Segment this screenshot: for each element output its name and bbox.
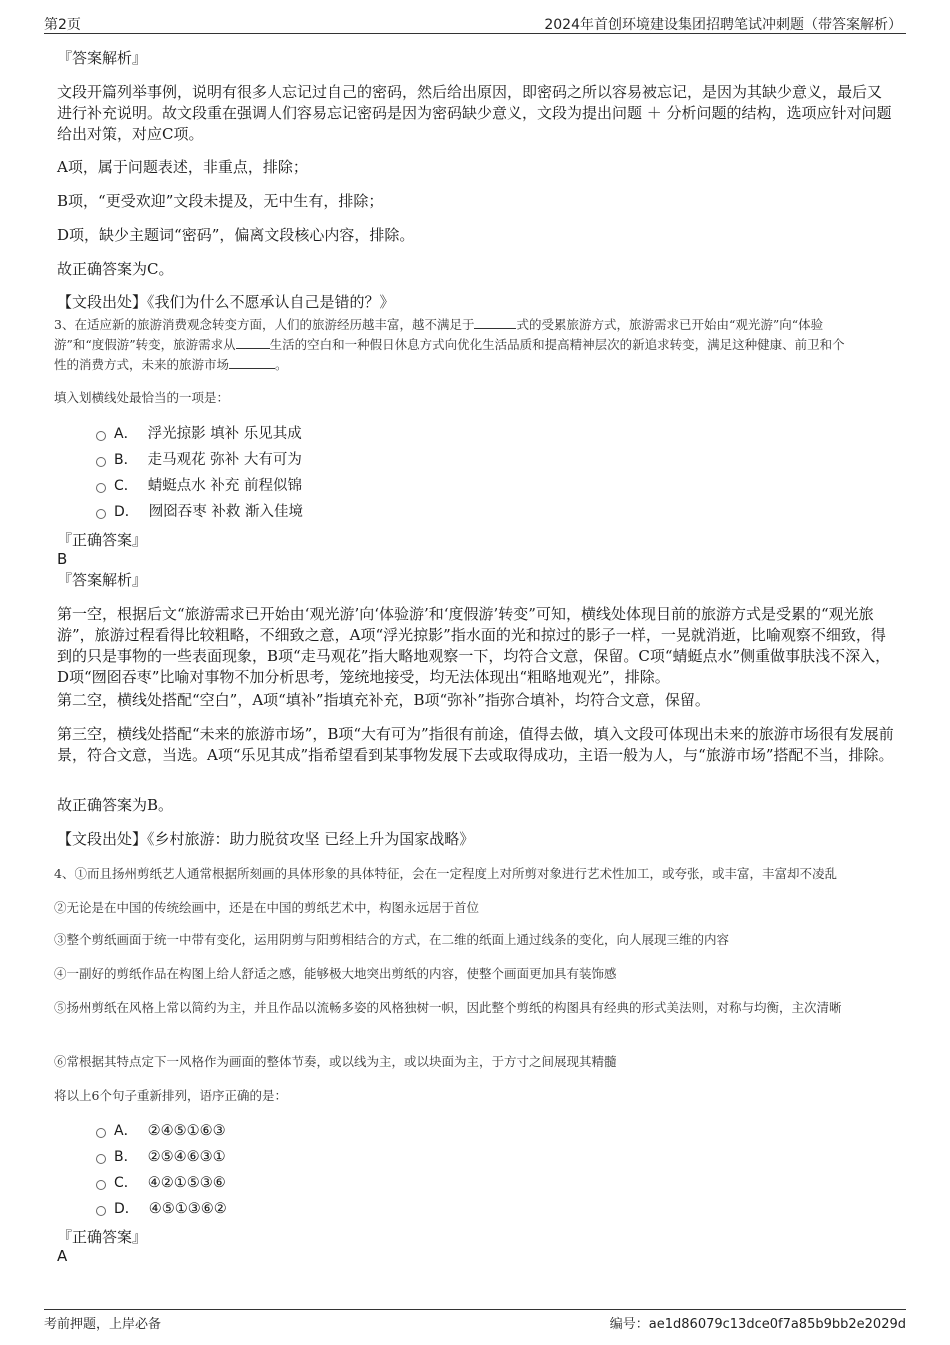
- page-header: [0, 0, 950, 34]
- q3-prompt: 填入划横线处最恰当的一项是：: [54, 390, 230, 405]
- radio-icon[interactable]: [96, 483, 106, 493]
- q3-analysis-paragraph-2: 第二空，横线处搭配“空白”，A项“填补”指填充补充，B项“弥补”指弥合填补，均符合文意，保留。: [57, 691, 710, 709]
- q4-sentence-1: 4、①而且扬州剪纸艺人通常根据所刻画的具体形象的具体特征，会在一定程度上对所剪对象进行艺术性加工，或夸张，或丰富，丰富却不凌乱: [54, 866, 837, 881]
- header-divider: [44, 33, 906, 34]
- blank: [236, 336, 270, 349]
- q3-option-c[interactable]: C． 蜻蜓点水 补充 前程似锦: [96, 476, 302, 496]
- q4-sentence-3: ③整个剪纸画面于统一中带有变化，运用阴剪与阳剪相结合的方式，在二维的纸面上通过线条的变化，向人展现三维的内容: [54, 932, 730, 947]
- q2-analysis-label: 『答案解析』: [57, 49, 148, 67]
- q4-prompt: 将以上6个句子重新排列，语序正确的是：: [54, 1088, 287, 1103]
- q3-correct-answer: B: [57, 550, 68, 568]
- radio-icon[interactable]: [96, 1206, 106, 1216]
- radio-icon[interactable]: [96, 1128, 106, 1138]
- q4-option-c[interactable]: C． ④②①⑤③⑥: [96, 1173, 226, 1193]
- q4-option-a[interactable]: A． ②④⑤①⑥③: [96, 1121, 226, 1141]
- q4-correct-label: 『正确答案』: [57, 1228, 148, 1246]
- q3-analysis-label: 『答案解析』: [57, 571, 148, 589]
- radio-icon[interactable]: [96, 1154, 106, 1164]
- q4-option-b[interactable]: B． ②⑤④⑥③①: [96, 1147, 226, 1167]
- q2-option-d-analysis: D项，缺少主题词“密码”，偏离文段核心内容，排除。: [57, 226, 415, 244]
- q3-option-b[interactable]: B． 走马观花 弥补 大有可为: [96, 450, 302, 470]
- q3-analysis-paragraph-1: 第一空，根据后文“旅游需求已开始由‘观光游’向‘体验游’和‘度假游’转变”可知，横线处体现目前的旅游方式是受累的“观光旅游”，旅游过程看得比较粗略，不细致之意，A项“浮光掠影”指水面的光和掠过的影子一样，一晃就消逝，比喻观察不细致，得到的只是事物的一些表面现象，B项“走马观花”指大略地观察一下，均符合文意，保留。C项“蜻蜓点水”侧重做事肤浅不深入，D项“囫囵吞枣”比喻对事物不加分析思考，笼统地接受，均无法体现出“粗略地观光”，排除。: [57, 605, 891, 686]
- q3-option-d[interactable]: D． 囫囵吞枣 补救 渐入佳境: [96, 502, 303, 522]
- footer-slogan: 考前押题，上岸必备: [44, 1317, 162, 1332]
- q2-option-b-analysis: B项，“更受欢迎”文段未提及，无中生有，排除；: [57, 192, 384, 210]
- q2-option-a-analysis: A项，属于问题表述，非重点，排除；: [57, 158, 308, 176]
- q3-stem: 3、在适应新的旅游消费观念转变方面，人们的旅游经历越丰富，越不满足于 式的受累旅游方式，旅游需求已开始由“观光游”向“体验 游”和“度假游”转变，旅游需求从 生活的空白和一种假日休息方式向优化生活品质和提高精神层次的新追求转变，满足这种健康、前卫和个 性的消费方式，未来的旅游市场 。: [54, 317, 845, 372]
- q4-sentence-4: ④一副好的剪纸作品在构图上给人舒适之感，能够极大地突出剪纸的内容，使整个画面更加具有装饰感: [54, 966, 617, 981]
- q4-sentence-2: ②无论是在中国的传统绘画中，还是在中国的剪纸艺术中，构图永远居于首位: [54, 900, 480, 915]
- radio-icon[interactable]: [96, 457, 106, 467]
- q4-sentence-5: ⑤扬州剪纸在风格上常以简约为主，并且作品以流畅多姿的风格独树一帜，因此整个剪纸的构图具有经典的形式美法则，对称与均衡，主次清晰: [54, 1000, 842, 1015]
- q3-analysis-paragraph-3: 第三空，横线处搭配“未来的旅游市场”，B项“大有可为”指很有前途，值得去做，填入文段可体现出未来的旅游市场很有发展前景，符合文意，当选。A项“乐见其成”指希望看到某事物发展下去或取得成功，主语一般为人，与“旅游市场”搭配不当，排除。: [57, 725, 894, 764]
- radio-icon[interactable]: [96, 1180, 106, 1190]
- q3-option-a[interactable]: A． 浮光掠影 填补 乐见其成: [96, 424, 302, 444]
- q2-source: 【文段出处】《我们为什么不愿承认自己是错的？》: [57, 293, 395, 311]
- q2-analysis-paragraph: 文段开篇列举事例，说明有很多人忘记过自己的密码，然后给出原因，即密码之所以容易被忘记，是因为其缺少意义，最后又进行补充说明。故文段重在强调人们容易忘记密码是因为密码缺少意义，文段为提出问题 ＋ 分析问题的结构，选项应针对问题给出对策，对应C项。: [57, 83, 892, 143]
- page-number: 第2页: [44, 17, 81, 33]
- footer-divider: [44, 1309, 906, 1310]
- document-title: 2024年首创环境建设集团招聘笔试冲刺题（带答案解析）: [544, 17, 902, 33]
- q4-correct-answer: A: [57, 1247, 68, 1265]
- q3-conclusion: 故正确答案为B。: [57, 796, 174, 814]
- radio-icon[interactable]: [96, 509, 106, 519]
- footer-code: 编号：ae1d86079c13dce0f7a85b9bb2e2029d: [609, 1317, 906, 1332]
- q3-correct-label: 『正确答案』: [57, 531, 148, 549]
- blank: [229, 356, 275, 369]
- q2-conclusion: 故正确答案为C。: [57, 260, 174, 278]
- radio-icon[interactable]: [96, 431, 106, 441]
- q4-option-d[interactable]: D． ④⑤①③⑥②: [96, 1199, 227, 1219]
- q3-source: 【文段出处】《乡村旅游：助力脱贫攻坚 已经上升为国家战略》: [57, 830, 475, 848]
- q4-sentence-6: ⑥常根据其特点定下一风格作为画面的整体节奏，或以线为主，或以块面为主，于方寸之间展现其精髓: [54, 1054, 617, 1069]
- document-code: ae1d86079c13dce0f7a85b9bb2e2029d: [648, 1317, 906, 1332]
- blank: [474, 316, 516, 329]
